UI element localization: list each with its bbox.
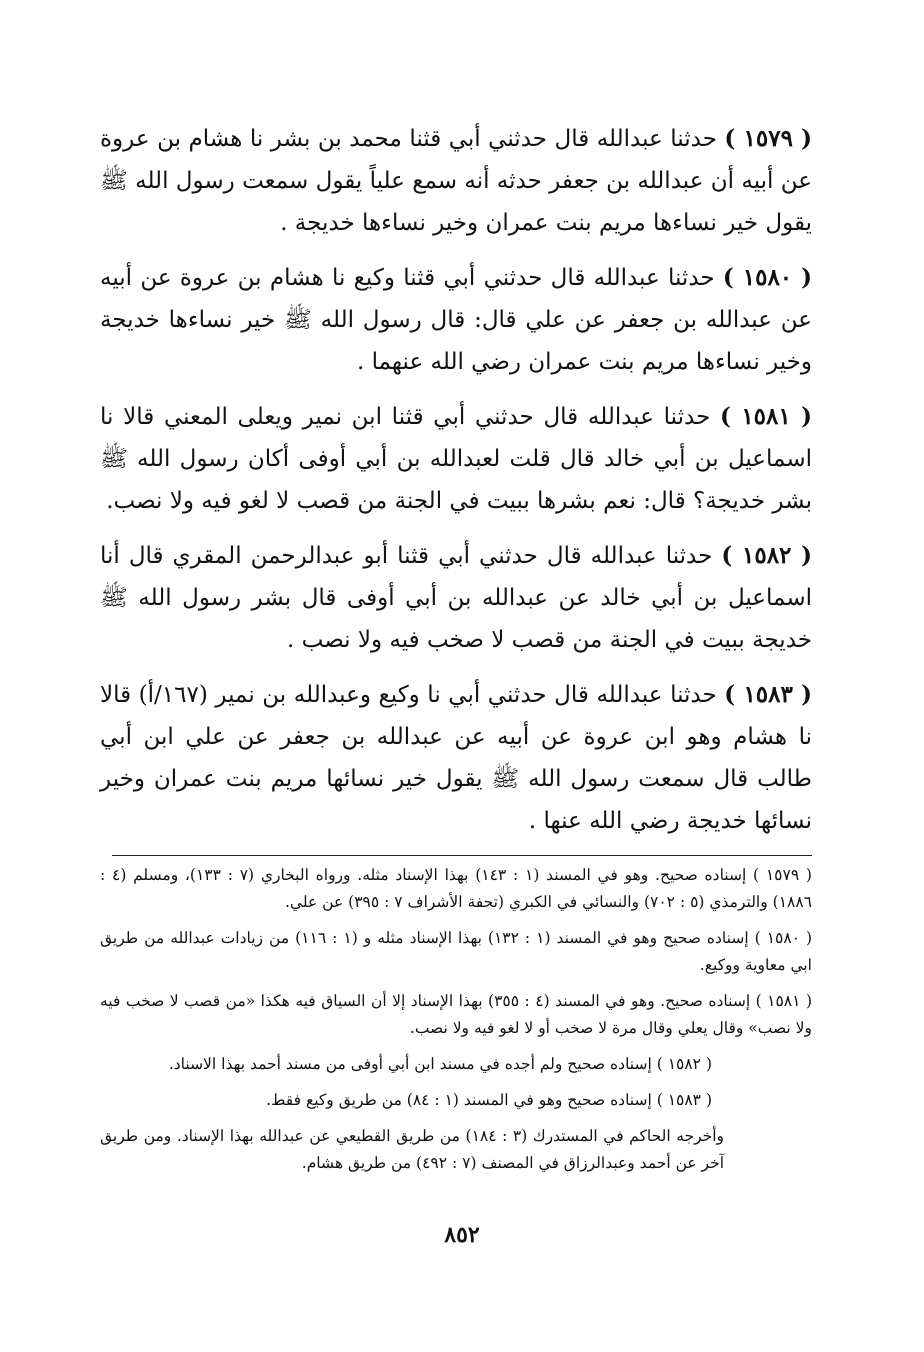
footnote-1580	[100, 925, 812, 979]
footnote-1579	[100, 862, 812, 916]
footnote-number: ( ١٥٨١ )	[755, 992, 812, 1010]
hadith-number: ( ١٥٨٣ )	[724, 681, 813, 708]
hadith-text: حدثنا عبدالله قال حدثني أبي قثنا وكيع نا هشام بن عروة عن أبيه عن عبدالله بن جعفر عن علي قال: قال رسول الله ﷺ خير نساءها خديجة وخير نساءها مريم بنت عمران رضي الله عنهما .	[100, 265, 812, 375]
hadith-number: ( ١٥٧٩ )	[724, 125, 813, 152]
hadith-1581	[100, 396, 812, 522]
hadith-number: ( ١٥٨٠ )	[722, 264, 813, 291]
footnote-extra: وأخرجه الحاكم في المستدرك (٣ : ١٨٤) من طريق القطيعي عن عبدالله بهذا الإسناد. ومن طريق آخر عن أحمد وعبدالرزاق في المصنف (٧ : ٤٩٢) من طريق هشام.	[100, 1127, 725, 1172]
footnote-text: إسناده صحيح وهو في المسند (١ : ٨٤) من طريق وكيع فقط.	[266, 1091, 652, 1109]
hadith-1582	[100, 535, 812, 661]
hadith-text: حدثنا عبدالله قال حدثني أبي قثنا ابن نمير ويعلى المعني قالا نا اسماعيل بن أبي خالد قال قلت لعبدالله بن أبي أوفى أكان رسول الله ﷺ بشر خديجة؟ قال: نعم بشرها ببيت في الجنة من قصب لا لغو فيه ولا نصب.	[100, 404, 812, 514]
hadith-text: حدثنا عبدالله قال حدثني أبي قثنا محمد بن بشر نا هشام بن عروة عن أبيه أن عبدالله بن جعفر حدثه أنه سمع علياً يقول سمعت رسول الله ﷺ يقول خير نساءها مريم بنت عمران وخير نساءها خديجة .	[100, 126, 812, 236]
hadith-number: ( ١٥٨١ )	[720, 403, 813, 430]
footnotes	[100, 862, 812, 1177]
footnote-number: ( ١٥٨٠ )	[754, 929, 813, 947]
footnote-1582	[100, 1051, 812, 1078]
hadith-number: ( ١٥٨٢ )	[721, 542, 813, 569]
footnote-number: ( ١٥٧٩ )	[753, 866, 812, 884]
hadith-text: حدثنا عبدالله قال حدثني أبي نا وكيع وعبدالله بن نمير (١٦٧/أ) قالا نا هشام وهو ابن عروة عن أبيه عن عبدالله بن جعفر عن علي ابن أبي طالب قال سمعت رسول الله ﷺ يقول خير نسائها مريم بنت عمران وخير نسائها خديجة رضي الله عنها .	[100, 682, 812, 834]
footnote-1581	[100, 988, 812, 1042]
page-number: ٨٥٢	[444, 1222, 480, 1248]
footnote-1583	[100, 1087, 812, 1114]
page-body	[100, 118, 812, 1186]
footnote-text: إسناده صحيح. وهو في المسند (٤ : ٣٥٥) بهذا الإسناد إلا أن السياق فيه هكذا «من قصب لا صخب فيه ولا نصب» وقال يعلي وقال مرة لا صخب أو لا لغو فيه ولا نصب.	[100, 992, 812, 1037]
footnote-number: ( ١٥٨٣ )	[656, 1091, 712, 1109]
footnote-text: إسناده صحيح وهو في المسند (١ : ١٣٢) بهذا الإسناد مثله و (١ : ١١٦) من زيادات عبدالله من طريق ابي معاوية ووكيع.	[100, 929, 812, 974]
hadith-1579	[100, 118, 812, 244]
footnote-divider	[112, 855, 812, 856]
footnote-number: ( ١٥٨٢ )	[656, 1055, 712, 1073]
hadith-text: حدثنا عبدالله قال حدثني أبي قثنا أبو عبدالرحمن المقري قال أنا اسماعيل بن أبي خالد عن عبدالله بن أبي أوفى قال بشر رسول الله ﷺ خديجة ببيت في الجنة من قصب لا صخب فيه ولا نصب .	[100, 543, 812, 653]
hadith-1583	[100, 674, 812, 842]
hadith-1580	[100, 257, 812, 383]
footnote-text: إسناده صحيح. وهو في المسند (١ : ١٤٣) بهذا الإسناد مثله. ورواه البخاري (٧ : ١٣٣)، ومسلم (٤ : ١٨٨٦) والترمذي (٥ : ٧٠٢) والنسائي في الكبري (تحفة الأشراف ٧ : ٣٩٥) عن علي.	[100, 866, 812, 911]
footnote-text: إسناده صحيح ولم أجده في مسند ابن أبي أوفى من مسند أحمد بهذا الاسناد.	[168, 1055, 652, 1073]
